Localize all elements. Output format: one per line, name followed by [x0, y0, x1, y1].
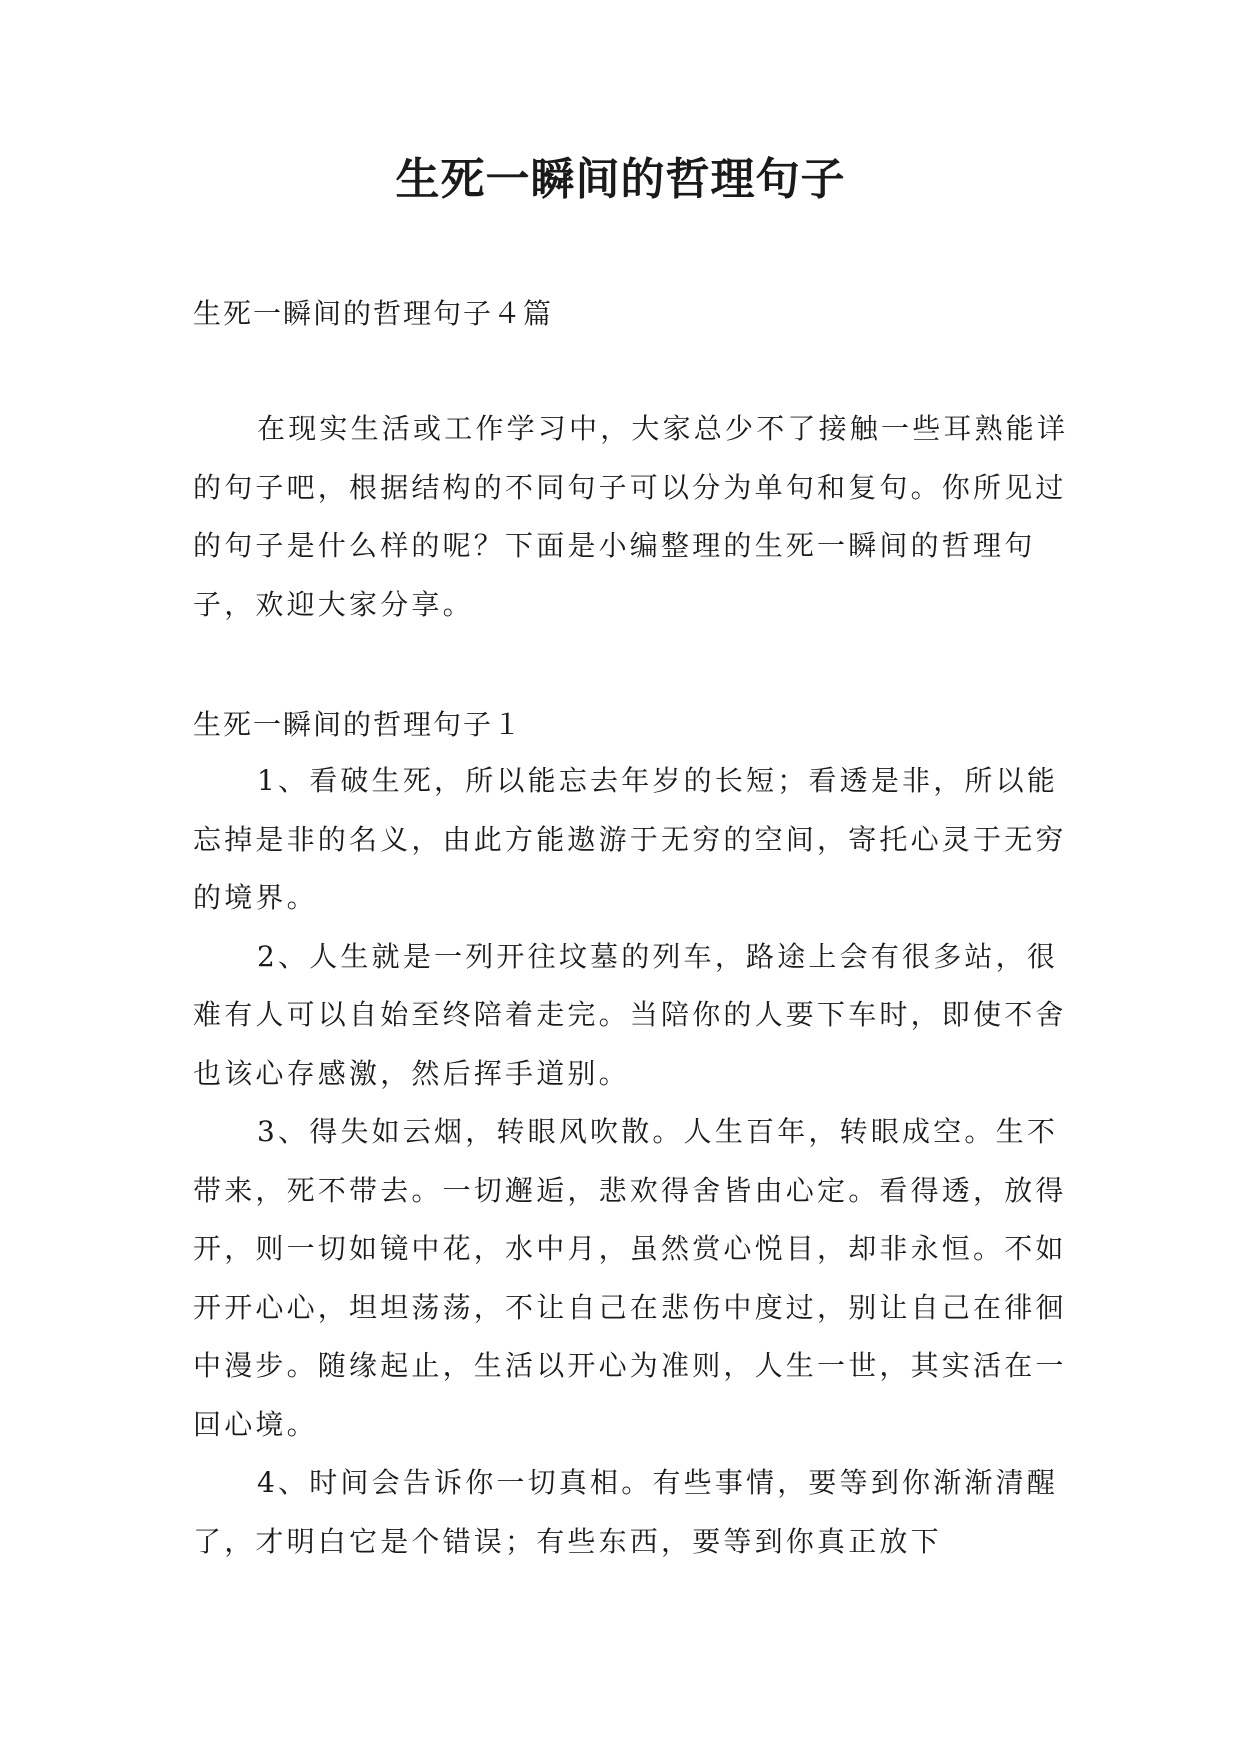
list-item: 4、时间会告诉你一切真相。有些事情，要等到你渐渐清醒了，才明白它是个错误；有些东西，要等到你真正放下	[193, 1466, 1059, 1558]
intro-section	[193, 400, 1073, 634]
document-title: 生死一瞬间的哲理句子	[395, 154, 846, 205]
list-item: 1、看破生死，所以能忘去年岁的长短；看透是非，所以能忘掉是非的名义，由此方能遨游于无穷的空间，寄托心灵于无穷的境界。	[193, 764, 1067, 914]
section-heading: 生死一瞬间的哲理句子１	[193, 708, 524, 741]
intro-paragraph: 在现实生活或工作学习中，大家总少不了接触一些耳熟能详的句子吧，根据结构的不同句子可以分为单句和复句。你所见过的句子是什么样的呢？下面是小编整理的生死一瞬间的哲理句子，欢迎大家分享。	[193, 412, 1069, 621]
list-item: 2、人生就是一列开往坟墓的列车，路途上会有很多站，很难有人可以自始至终陪着走完。当陪你的人要下车时，即使不舍也该心存感激，然后挥手道别。	[193, 939, 1067, 1090]
list-item: 3、得失如云烟，转眼风吹散。人生百年，转眼成空。生不带来，死不带去。一切邂逅，悲欢得舍皆由心定。看得透，放得开，则一切如镜中花，水中月，虽然赏心悦目，却非永恒。不如开开心心，坦坦荡荡，不让自己在悲伤中度过，别让自己在徘徊中漫步。随缘起止，生活以开心为准则，人生一世，其实活在一回心境。	[193, 1115, 1067, 1441]
sentence-list	[193, 752, 1073, 1571]
document-subtitle: 生死一瞬间的哲理句子４篇	[193, 297, 554, 330]
